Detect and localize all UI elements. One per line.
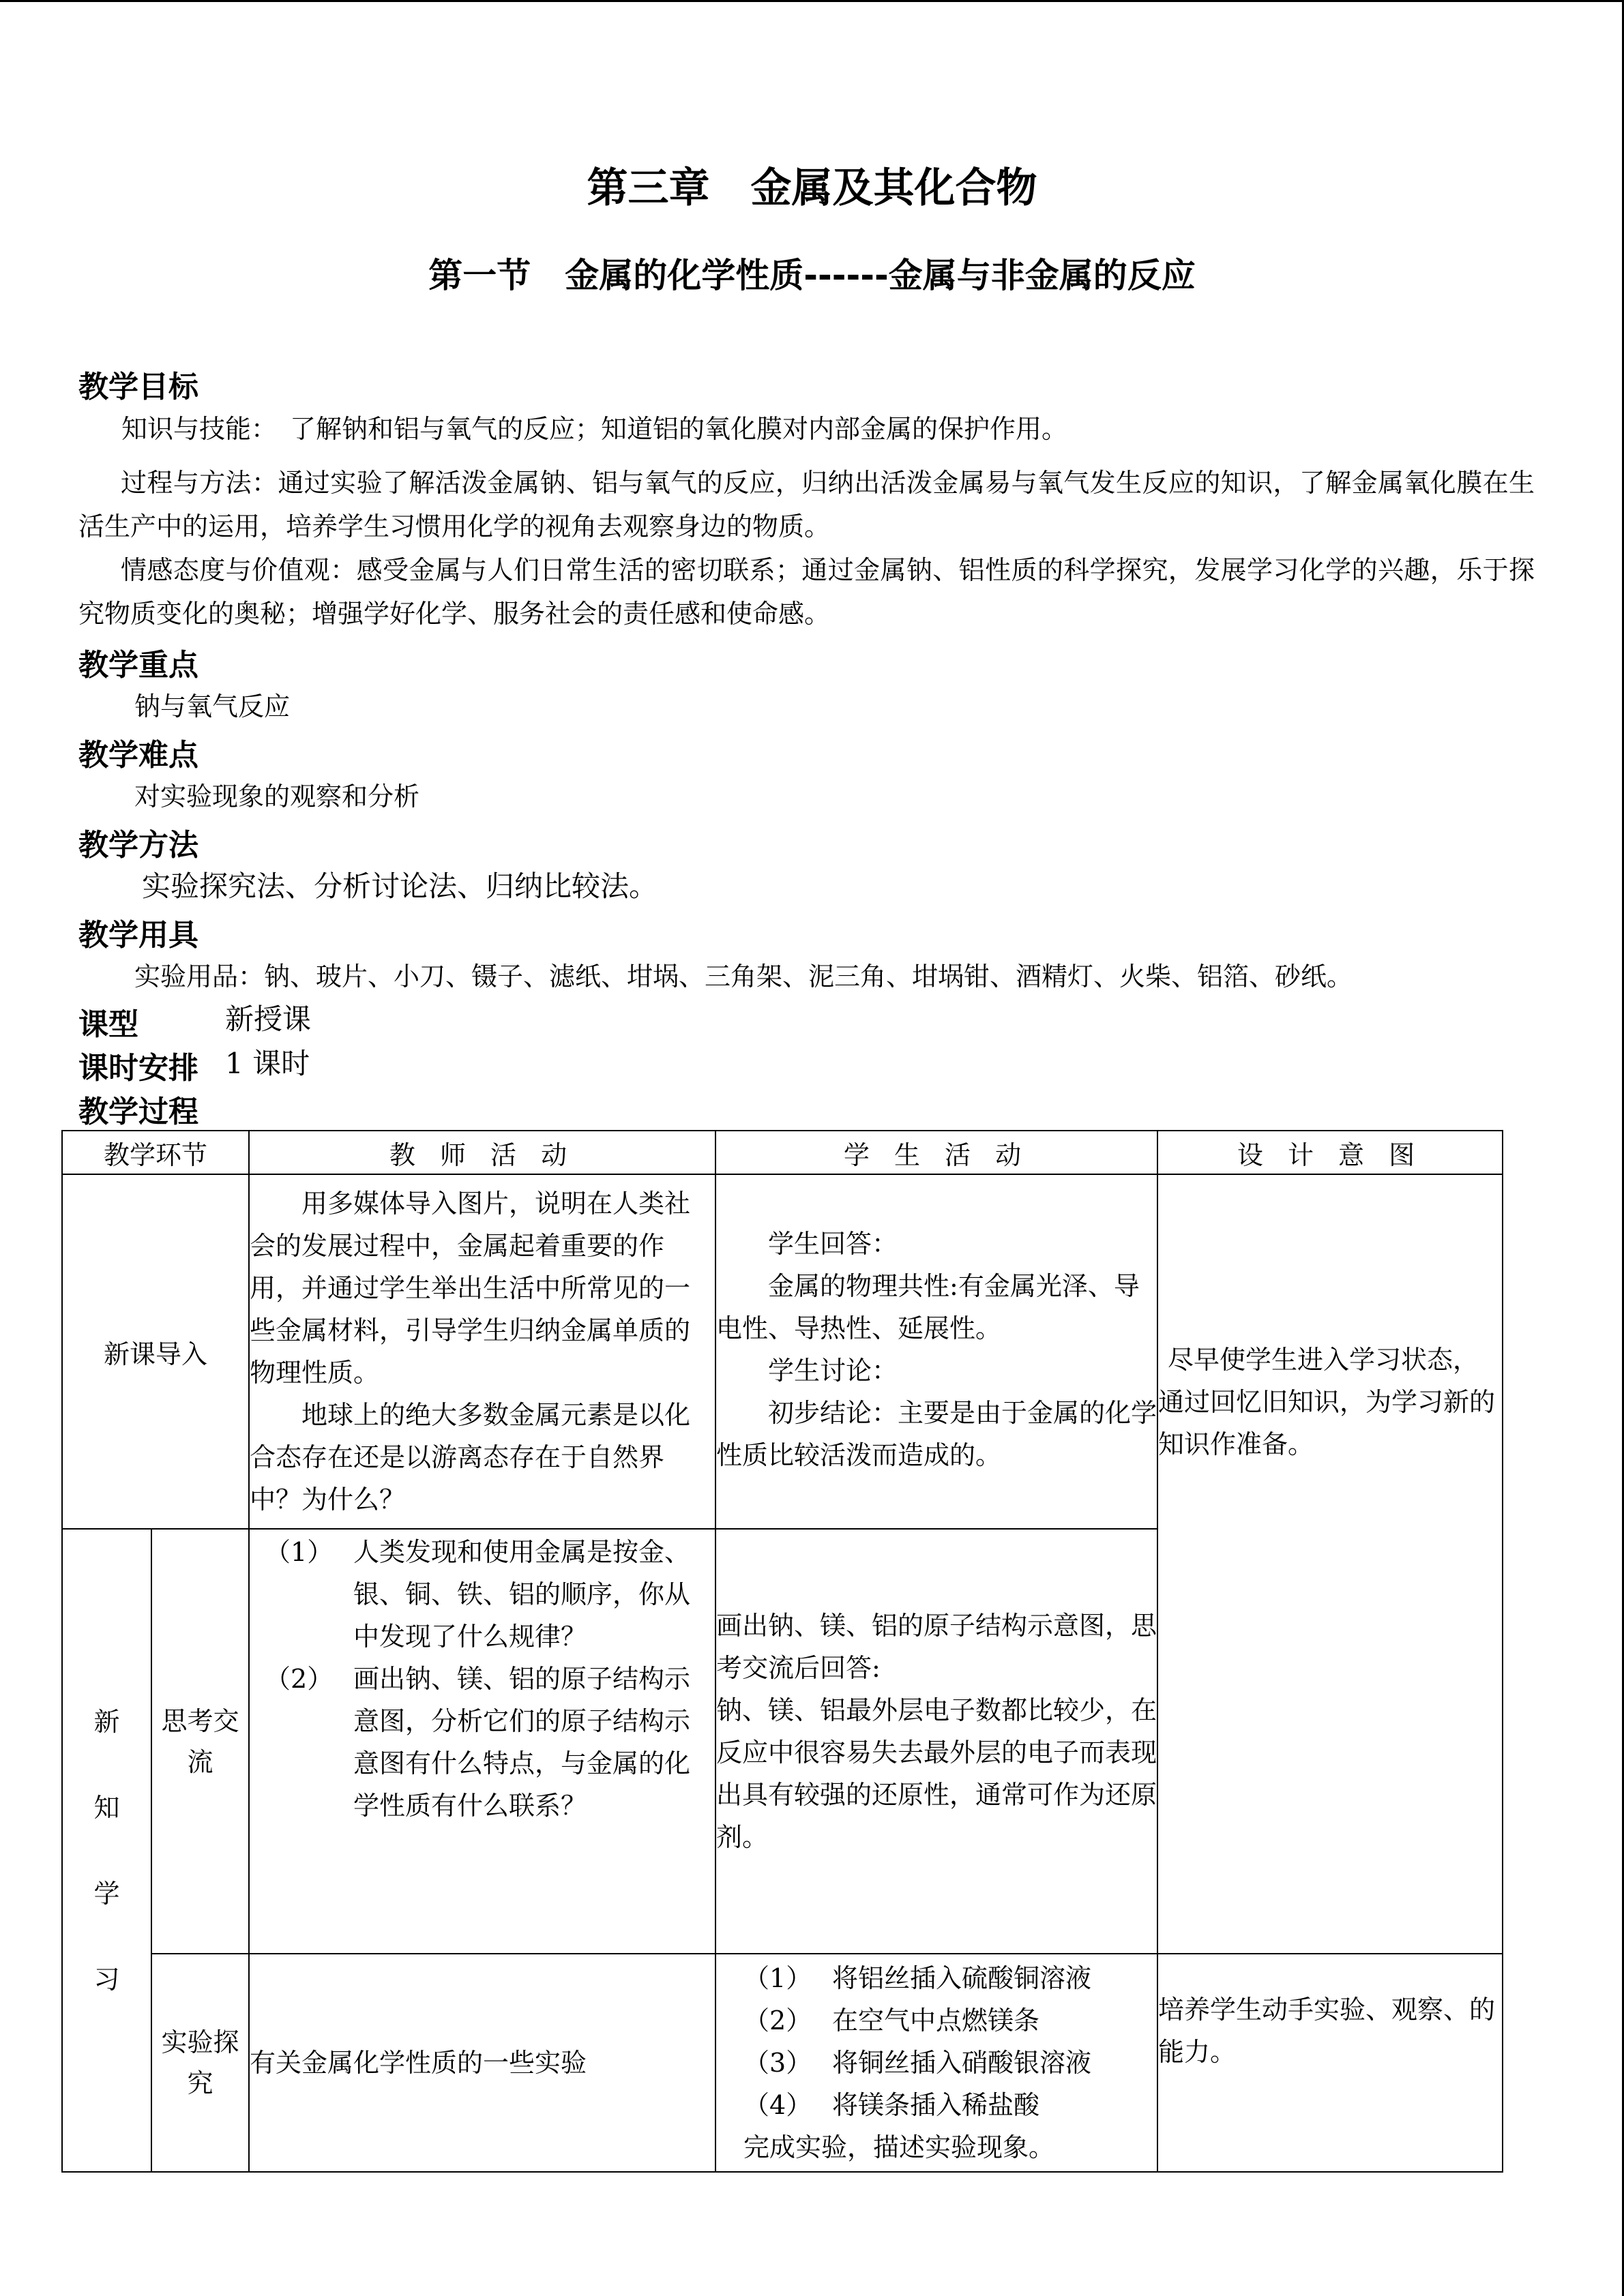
key-point-heading: 教学重点 xyxy=(78,648,198,683)
step-1-number: （1） xyxy=(743,1963,812,1993)
student-intro xyxy=(715,1174,1157,1529)
lesson-type-heading: 课型 xyxy=(78,1007,138,1042)
header-stage: 教学环节 xyxy=(62,1131,249,1174)
list-item xyxy=(743,1999,1142,2042)
question-2-number: （2） xyxy=(265,1664,334,1694)
intent-intro xyxy=(1157,1174,1503,1954)
question-1-number: （1） xyxy=(265,1537,334,1567)
objective-process: 过程与方法：通过实验了解活泼金属钠、铝与氧气的反应，归纳出活泼金属易与氧气发生反应的知识，了解金属氧化膜在生活生产中的运用，培养学生习惯用化学的视角去观察身边的物质。 xyxy=(78,468,1535,541)
table-header-row xyxy=(62,1131,1503,1174)
student-discussion xyxy=(715,1529,1157,1954)
key-point-text: 钠与氧气反应 xyxy=(134,691,291,721)
substage-discussion: 思考交流 xyxy=(151,1529,249,1954)
step-4-text: 将镁条插入稀盐酸 xyxy=(832,2090,1040,2120)
section-title: 第一节 金属的化学性质------金属与非金属的反应 xyxy=(428,256,1196,295)
step-4-number: （4） xyxy=(743,2090,812,2120)
group-char-3: 学 xyxy=(93,1878,120,1909)
student-intro-l3: 学生讨论： xyxy=(768,1356,898,1386)
list-item xyxy=(265,1531,700,1658)
chapter-title: 第三章 金属及其化合物 xyxy=(587,164,1037,212)
header-teacher: 教 师 活 动 xyxy=(249,1131,715,1174)
list-item xyxy=(743,2084,1142,2126)
list-item xyxy=(265,1658,700,1827)
tools-heading: 教学用具 xyxy=(78,918,198,953)
teacher-intro xyxy=(249,1174,715,1529)
stage-intro: 新课导入 xyxy=(62,1174,249,1529)
question-2-text: 画出钠、镁、铝的原子结构示意图，分析它们的原子结构示意图有什么特点，与金属的化学性质有什么联系？ xyxy=(353,1664,691,1821)
difficulty-text: 对实验现象的观察和分析 xyxy=(134,781,420,811)
step-2-text: 在空气中点燃镁条 xyxy=(832,2006,1040,2036)
header-intent: 设 计 意 图 xyxy=(1157,1131,1503,1174)
group-char-4: 习 xyxy=(93,1964,120,1995)
teacher-intro-p1: 用多媒体导入图片，说明在人类社会的发展过程中，金属起着重要的作用，并通过学生举出生活中所常见的一些金属材料，引导学生归纳金属单质的物理性质。 xyxy=(250,1189,691,1388)
methods-text: 实验探究法、分析讨论法、归纳比较法。 xyxy=(142,869,658,903)
table-row xyxy=(62,1174,1503,1529)
header-student: 学 生 活 动 xyxy=(715,1131,1157,1174)
lesson-type-text: 新授课 xyxy=(225,1002,312,1036)
question-1-text: 人类发现和使用金属是按金、银、铜、铁、铝的顺序，你从中发现了什么规律？ xyxy=(353,1537,691,1652)
methods-heading: 教学方法 xyxy=(78,828,198,863)
experiment-step-list xyxy=(743,1957,1142,2126)
objective-emotion: 情感态度与价值观：感受金属与人们日常生活的密切联系；通过金属钠、铝性质的科学探究，发展学习化学的兴趣，乐于探究物质变化的奥秘；增强学好化学、服务社会的责任感和使命感。 xyxy=(78,555,1535,629)
table-row xyxy=(62,1954,1503,2172)
group-char-1: 新 xyxy=(93,1706,120,1737)
list-item xyxy=(743,2042,1142,2084)
student-discussion-b: 钠、镁、铝最外层电子数都比较少，在反应中很容易失去最外层的电子而表现出具有较强的还原性，通常可作为还原剂。 xyxy=(716,1695,1157,1852)
schedule-heading: 课时安排 xyxy=(78,1051,198,1086)
substage-experiment: 实验探究 xyxy=(151,1954,249,2172)
objective-knowledge: 知识与技能： 了解钠和铝与氧气的反应；知道铝的氧化膜对内部金属的保护作用。 xyxy=(121,414,1068,444)
intent-intro-text: 尽早使学生进入学习状态，通过回忆旧知识，为学习新的知识作准备。 xyxy=(1158,1345,1496,1459)
group-char-2: 知 xyxy=(93,1792,120,1823)
question-list xyxy=(265,1531,700,1827)
step-3-number: （3） xyxy=(743,2048,812,2078)
student-experiment xyxy=(715,1954,1157,2172)
teacher-intro-p2: 地球上的绝大多数金属元素是以化合态存在还是以游离态存在于自然界中？为什么？ xyxy=(250,1400,691,1515)
top-border xyxy=(0,0,1624,2)
experiment-conclusion: 完成实验，描述实验现象。 xyxy=(743,2132,1055,2162)
student-intro-l4: 初步结论：主要是由于金属的化学性质比较活泼而造成的。 xyxy=(716,1398,1157,1470)
student-intro-l1: 学生回答： xyxy=(768,1229,898,1259)
teacher-experiment: 有关金属化学性质的一些实验 xyxy=(249,1954,715,2172)
intent-experiment: 培养学生动手实验、观察、的能力。 xyxy=(1157,1954,1503,2172)
lesson-process-table xyxy=(61,1130,1503,2173)
difficulty-heading: 教学难点 xyxy=(78,738,198,773)
step-3-text: 将铜丝插入硝酸银溶液 xyxy=(832,2048,1092,2078)
student-discussion-a: 画出钠、镁、铝的原子结构示意图，思考交流后回答: xyxy=(716,1611,1157,1683)
tools-text: 实验用品：钠、玻片、小刀、镊子、滤纸、坩埚、三角架、泥三角、坩埚钳、酒精灯、火柴、铝箔、砂纸。 xyxy=(134,961,1353,992)
schedule-text: 1 课时 xyxy=(225,1047,310,1080)
step-2-number: （2） xyxy=(743,2006,812,2036)
stage-group-new-knowledge xyxy=(62,1529,151,2172)
teacher-discussion xyxy=(249,1529,715,1954)
process-heading: 教学过程 xyxy=(78,1094,198,1129)
step-1-text: 将铝丝插入硫酸铜溶液 xyxy=(832,1963,1092,1993)
list-item xyxy=(743,1957,1142,1999)
student-intro-l2: 金属的物理共性:有金属光泽、导电性、导热性、延展性。 xyxy=(716,1271,1140,1343)
objectives-heading: 教学目标 xyxy=(78,370,198,404)
